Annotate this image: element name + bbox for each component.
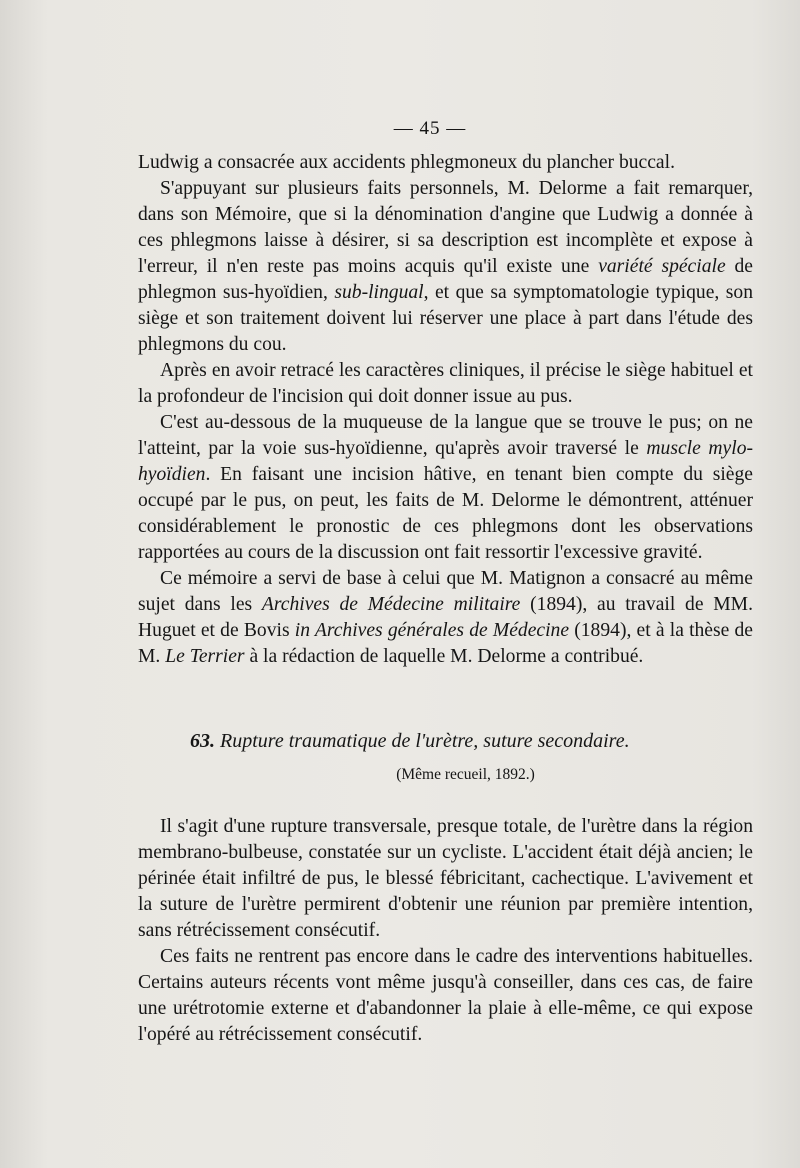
emphasis-le-terrier: Le Terrier (165, 646, 245, 667)
paragraph-references: Ce mémoire a servi de base à celui que M. Matignon a consacré au même sujet dans les Archives de Médecine militaire (1894), au travail de MM. Huguet et de Bovis in Archives générales de Médecine (1894), et à la thèse de M. Le Terrier à la rédaction de laquelle M. Delorme a contribué. (138, 568, 754, 667)
paragraph-caracteres-cliniques: Après en avoir retracé les caractères cliniques, il précise le siège habituel et la profondeur de l'incision qui doit donner issue au pus. (138, 360, 753, 407)
emphasis-variete-speciale: variété spéciale (598, 256, 726, 277)
paragraph-continuation: Ludwig a consacrée aux accidents phlegmoneux du plancher buccal. (138, 152, 675, 173)
section-title: Rupture traumatique de l'urètre, suture secondaire. (220, 730, 630, 752)
paragraph-siege-du-pus: C'est au-dessous de la muqueuse de la langue que se trouve le pus; on ne l'atteint, par la voie sus-hyoïdienne, qu'après avoir traversé le muscle mylo-hyoïdien. En faisant une incision hâtive, en tenant bien compte du siège occupé par le pus, on peut, les faits de M. Delorme le démontrent, atténuer considérablement le pronostic de ces phlegmons dont les observations rapportées au cours de la discussion ont fait ressortir l'excessive gravité. (138, 412, 754, 563)
paragraph-interventions: Ces faits ne rentrent pas encore dans le cadre des interventions habituelles. Certains auteurs récents vont même jusqu'à conseiller, dans ces cas, de faire une urétrotomie externe et d'abandonner la plaie à elle-même, ce qui expose l'opéré au rétrécissement consécutif. (138, 946, 753, 1045)
section-number: 63. (190, 730, 215, 752)
emphasis-archives-militaire: Archives de Médecine militaire (261, 594, 521, 615)
emphasis-muscle: muscle mylo-hyoïdien (138, 438, 754, 485)
page-body (138, 150, 753, 1048)
page-number: — 45 — (393, 118, 467, 139)
emphasis-sub-lingual: sub-lingual (334, 282, 424, 303)
section-source: (Même recueil, 1892.) (396, 766, 535, 783)
paragraph-rupture-case: Il s'agit d'une rupture transversale, presque totale, de l'urètre dans la région membrano-bulbeuse, constatée sur un cycliste. L'accident était déjà ancien; le périnée était infiltré de pus, le blessé fébricitant, cachectique. L'avivement et la suture de l'urètre permirent d'obtenir une réunion par première intention, sans rétrécissement consécutif. (138, 816, 753, 941)
paragraph-delorme-memoire: S'appuyant sur plusieurs faits personnels, M. Delorme a fait remarquer, dans son Mémoire, que si la dénomination d'angine que Ludwig a donnée à ces phlegmons laisse à désirer, si sa description est incomplète et expose à l'erreur, il n'en reste pas moins acquis qu'il existe une variété spéciale de phlegmon sus-hyoïdien, sub-lingual, et que sa symptomatologie typique, son siège et son traitement doivent lui réserver une place à part dans l'étude des phlegmons du cou. (138, 178, 753, 355)
section-heading (138, 728, 753, 754)
emphasis-archives-generales: in Archives générales de Médecine (294, 620, 570, 641)
